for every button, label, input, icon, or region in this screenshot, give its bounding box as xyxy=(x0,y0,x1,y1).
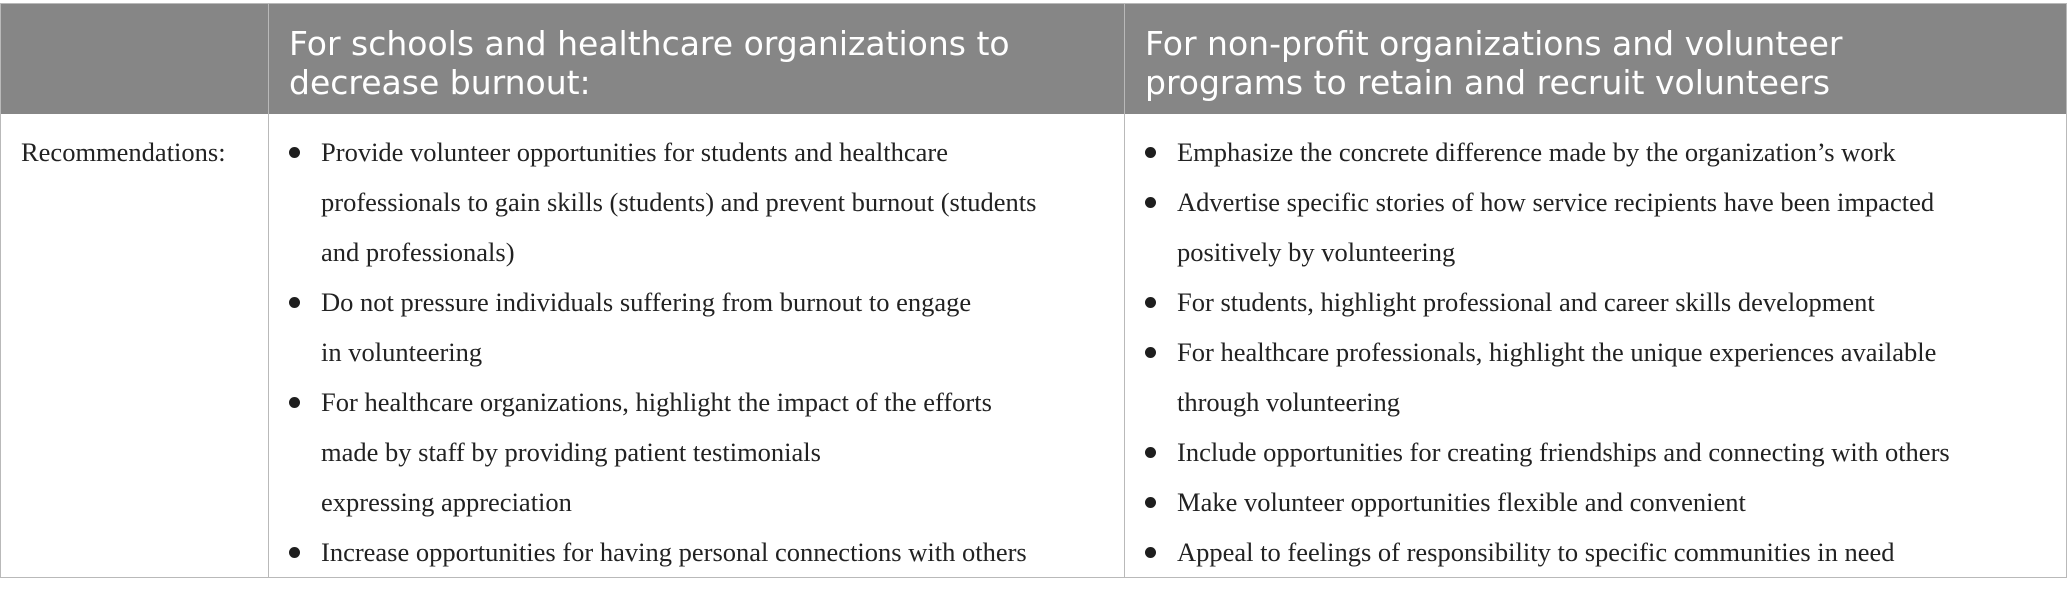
list-item xyxy=(1145,427,2050,477)
bullet-icon xyxy=(1145,497,1156,508)
table-header-row xyxy=(1,4,2067,114)
bullet-icon xyxy=(1145,447,1156,458)
list-item-line: Include opportunities for creating friendships and connecting with others xyxy=(1177,436,1950,467)
list-item-line: Make volunteer opportunities flexible and convenient xyxy=(1177,486,1746,517)
list-item xyxy=(1145,327,2050,427)
list-item-line: Appeal to feelings of responsibility to specific communities in need xyxy=(1177,536,1895,567)
bullet-icon xyxy=(289,397,300,408)
bullet-icon xyxy=(1145,297,1156,308)
header-cell-schools-healthcare xyxy=(269,4,1125,114)
list-item-line: Increase opportunities for having personal connections with others xyxy=(321,536,1027,567)
list-item xyxy=(1145,127,2050,177)
bullet-icon xyxy=(289,297,300,308)
bullet-icon xyxy=(289,547,300,558)
list-item xyxy=(289,277,1108,377)
nonprofit-volunteer-cell xyxy=(1125,114,2067,578)
list-item-line: Emphasize the concrete difference made by the organization’s work xyxy=(1177,136,1896,167)
list-item-line: through volunteering xyxy=(1177,386,1400,417)
list-item-line: For students, highlight professional and career skills development xyxy=(1177,286,1875,317)
bullet-icon xyxy=(289,147,300,158)
list-item-line: in volunteering xyxy=(321,336,483,367)
schools-healthcare-list xyxy=(269,127,1124,577)
bullet-icon xyxy=(1145,347,1156,358)
bullet-icon xyxy=(1145,197,1156,208)
list-item-line: For healthcare professionals, highlight the unique experiences available xyxy=(1177,336,1937,367)
row-label-cell xyxy=(1,114,269,578)
list-item xyxy=(289,527,1108,577)
list-item-line: For healthcare organizations, highlight the impact of the efforts xyxy=(321,386,992,417)
list-item-line: expressing appreciation xyxy=(321,486,572,517)
list-item-line: positively by volunteering xyxy=(1177,236,1456,267)
header-line: For non-profit organizations and volunteer xyxy=(1145,24,1843,63)
recommendations-table xyxy=(0,3,2067,578)
header-cell-empty xyxy=(1,4,269,114)
row-label: Recommendations: xyxy=(21,136,226,167)
nonprofit-volunteer-list xyxy=(1125,127,2066,577)
list-item-line: made by staff by providing patient testimonials xyxy=(321,436,821,467)
list-item xyxy=(1145,527,2050,577)
schools-healthcare-cell xyxy=(269,114,1125,578)
table-row-recommendations xyxy=(1,114,2067,578)
list-item-line: Do not pressure individuals suffering from burnout to engage xyxy=(321,286,972,317)
bullet-icon xyxy=(1145,147,1156,158)
list-item xyxy=(1145,277,2050,327)
header-line: For schools and healthcare organizations to xyxy=(289,24,1010,63)
list-item-line: professionals to gain skills (students) and prevent burnout (students xyxy=(321,186,1037,217)
bullet-icon xyxy=(1145,547,1156,558)
list-item xyxy=(289,127,1108,277)
list-item-line: and professionals) xyxy=(321,236,515,267)
header-line: programs to retain and recruit volunteers xyxy=(1145,63,1831,102)
list-item xyxy=(289,377,1108,527)
list-item xyxy=(1145,477,2050,527)
list-item-line: Provide volunteer opportunities for students and healthcare xyxy=(321,136,948,167)
list-item-line: Advertise specific stories of how service recipients have been impacted xyxy=(1177,186,1935,217)
header-line: decrease burnout: xyxy=(289,63,591,102)
list-item xyxy=(1145,177,2050,277)
header-cell-nonprofit-volunteer xyxy=(1125,4,2067,114)
